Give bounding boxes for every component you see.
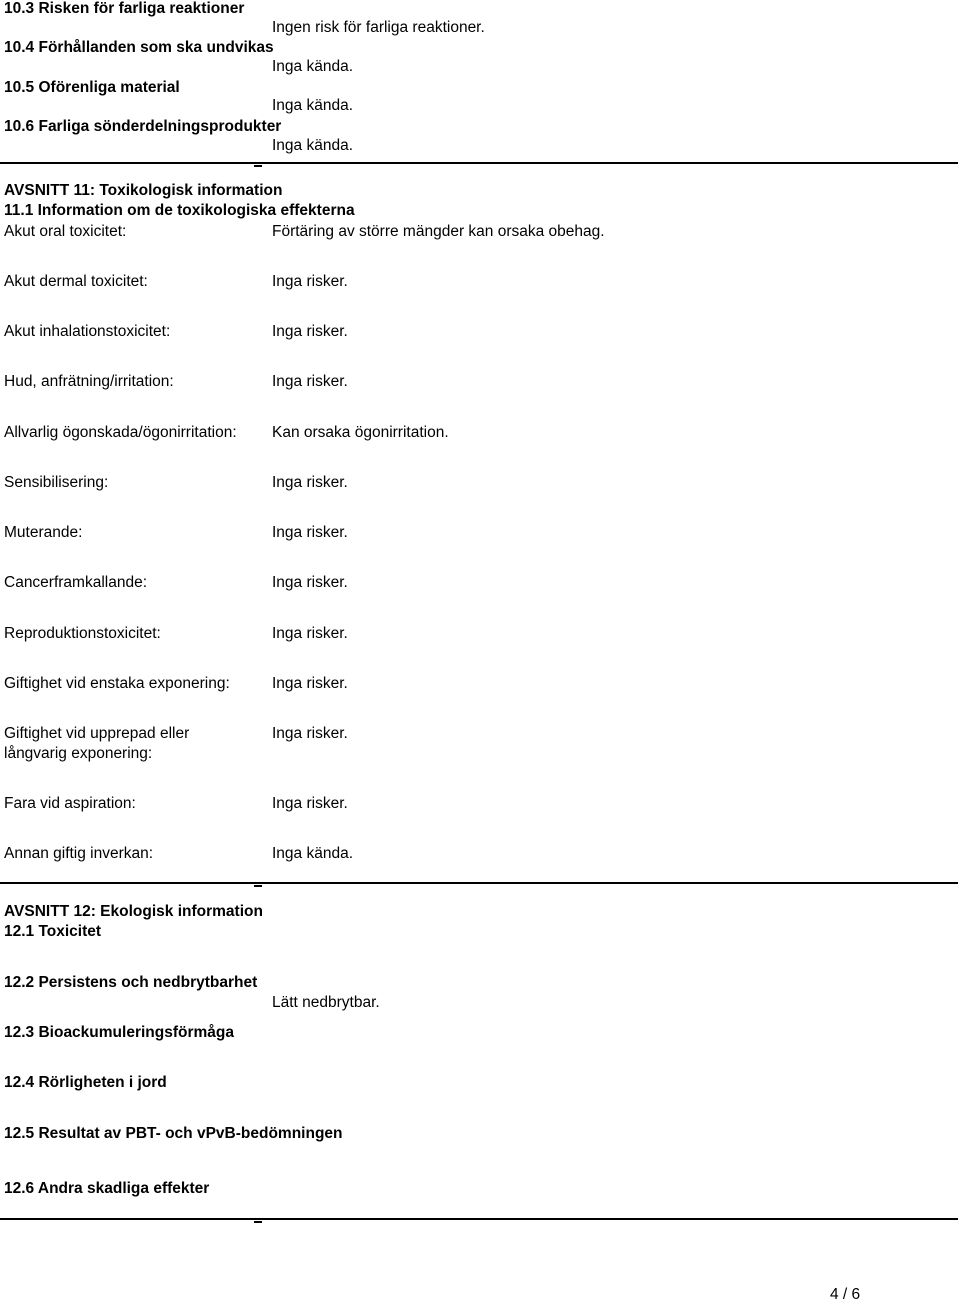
heading-10-5: 10.5 Oförenliga material bbox=[4, 79, 180, 96]
value-cancerframkallande: Inga risker. bbox=[272, 574, 348, 591]
section-divider bbox=[0, 1218, 958, 1220]
value-hud: Inga risker. bbox=[272, 373, 348, 390]
value-muterande: Inga risker. bbox=[272, 524, 348, 541]
divider-mark bbox=[254, 165, 262, 167]
value-akut-oral: Förtäring av större mängder kan orsaka obehag. bbox=[272, 223, 605, 240]
heading-10-3: 10.3 Risken för farliga reaktioner bbox=[4, 0, 245, 17]
value-enstaka-exponering: Inga risker. bbox=[272, 675, 348, 692]
label-annan-giftig: Annan giftig inverkan: bbox=[4, 845, 154, 862]
divider-mark bbox=[254, 1221, 262, 1223]
label-enstaka-exponering: Giftighet vid enstaka exponering: bbox=[4, 675, 230, 692]
value-12-2: Lätt nedbrytbar. bbox=[272, 994, 380, 1011]
value-10-3: Ingen risk för farliga reaktioner. bbox=[272, 19, 485, 36]
heading-10-4: 10.4 Förhållanden som ska undvikas bbox=[4, 39, 274, 56]
value-akut-inhalation: Inga risker. bbox=[272, 323, 348, 340]
heading-12-3: 12.3 Bioackumuleringsförmåga bbox=[4, 1024, 234, 1041]
label-ogonskada: Allvarlig ögonskada/ögonirritation: bbox=[4, 424, 237, 441]
heading-12-1: 12.1 Toxicitet bbox=[4, 923, 102, 940]
label-muterande: Muterande: bbox=[4, 524, 83, 541]
label-reproduktion: Reproduktionstoxicitet: bbox=[4, 625, 161, 642]
label-aspiration: Fara vid aspiration: bbox=[4, 795, 136, 812]
value-sensibilisering: Inga risker. bbox=[272, 474, 348, 491]
heading-10-6: 10.6 Farliga sönderdelningsprodukter bbox=[4, 118, 282, 135]
heading-12-2: 12.2 Persistens och nedbrytbarhet bbox=[4, 974, 258, 991]
section-divider bbox=[0, 882, 958, 884]
label-akut-dermal: Akut dermal toxicitet: bbox=[4, 273, 148, 290]
heading-12-4: 12.4 Rörligheten i jord bbox=[4, 1074, 167, 1091]
value-annan-giftig: Inga kända. bbox=[272, 845, 354, 862]
section-11-1-heading: 11.1 Information om de toxikologiska effekterna bbox=[4, 202, 355, 219]
divider-mark bbox=[254, 885, 262, 887]
value-10-6: Inga kända. bbox=[272, 137, 354, 154]
heading-12-5: 12.5 Resultat av PBT- och vPvB-bedömningen bbox=[4, 1125, 343, 1142]
page-number: 4 / 6 bbox=[830, 1286, 861, 1303]
value-ogonskada: Kan orsaka ögonirritation. bbox=[272, 424, 449, 441]
heading-12-6: 12.6 Andra skadliga effekter bbox=[4, 1180, 210, 1197]
value-10-5: Inga kända. bbox=[272, 97, 354, 114]
value-akut-dermal: Inga risker. bbox=[272, 273, 348, 290]
value-10-4: Inga kända. bbox=[272, 58, 354, 75]
value-upprepad-exponering: Inga risker. bbox=[272, 725, 348, 742]
label-upprepad-exponering-line2: långvarig exponering: bbox=[4, 745, 153, 762]
section-divider bbox=[0, 162, 958, 164]
section-11-title: AVSNITT 11: Toxikologisk information bbox=[4, 182, 283, 199]
label-cancerframkallande: Cancerframkallande: bbox=[4, 574, 148, 591]
label-hud: Hud, anfrätning/irritation: bbox=[4, 373, 174, 390]
label-akut-oral: Akut oral toxicitet: bbox=[4, 223, 127, 240]
value-reproduktion: Inga risker. bbox=[272, 625, 348, 642]
label-upprepad-exponering: Giftighet vid upprepad eller bbox=[4, 725, 190, 742]
label-akut-inhalation: Akut inhalationstoxicitet: bbox=[4, 323, 171, 340]
value-aspiration: Inga risker. bbox=[272, 795, 348, 812]
label-sensibilisering: Sensibilisering: bbox=[4, 474, 109, 491]
section-12-title: AVSNITT 12: Ekologisk information bbox=[4, 903, 263, 920]
